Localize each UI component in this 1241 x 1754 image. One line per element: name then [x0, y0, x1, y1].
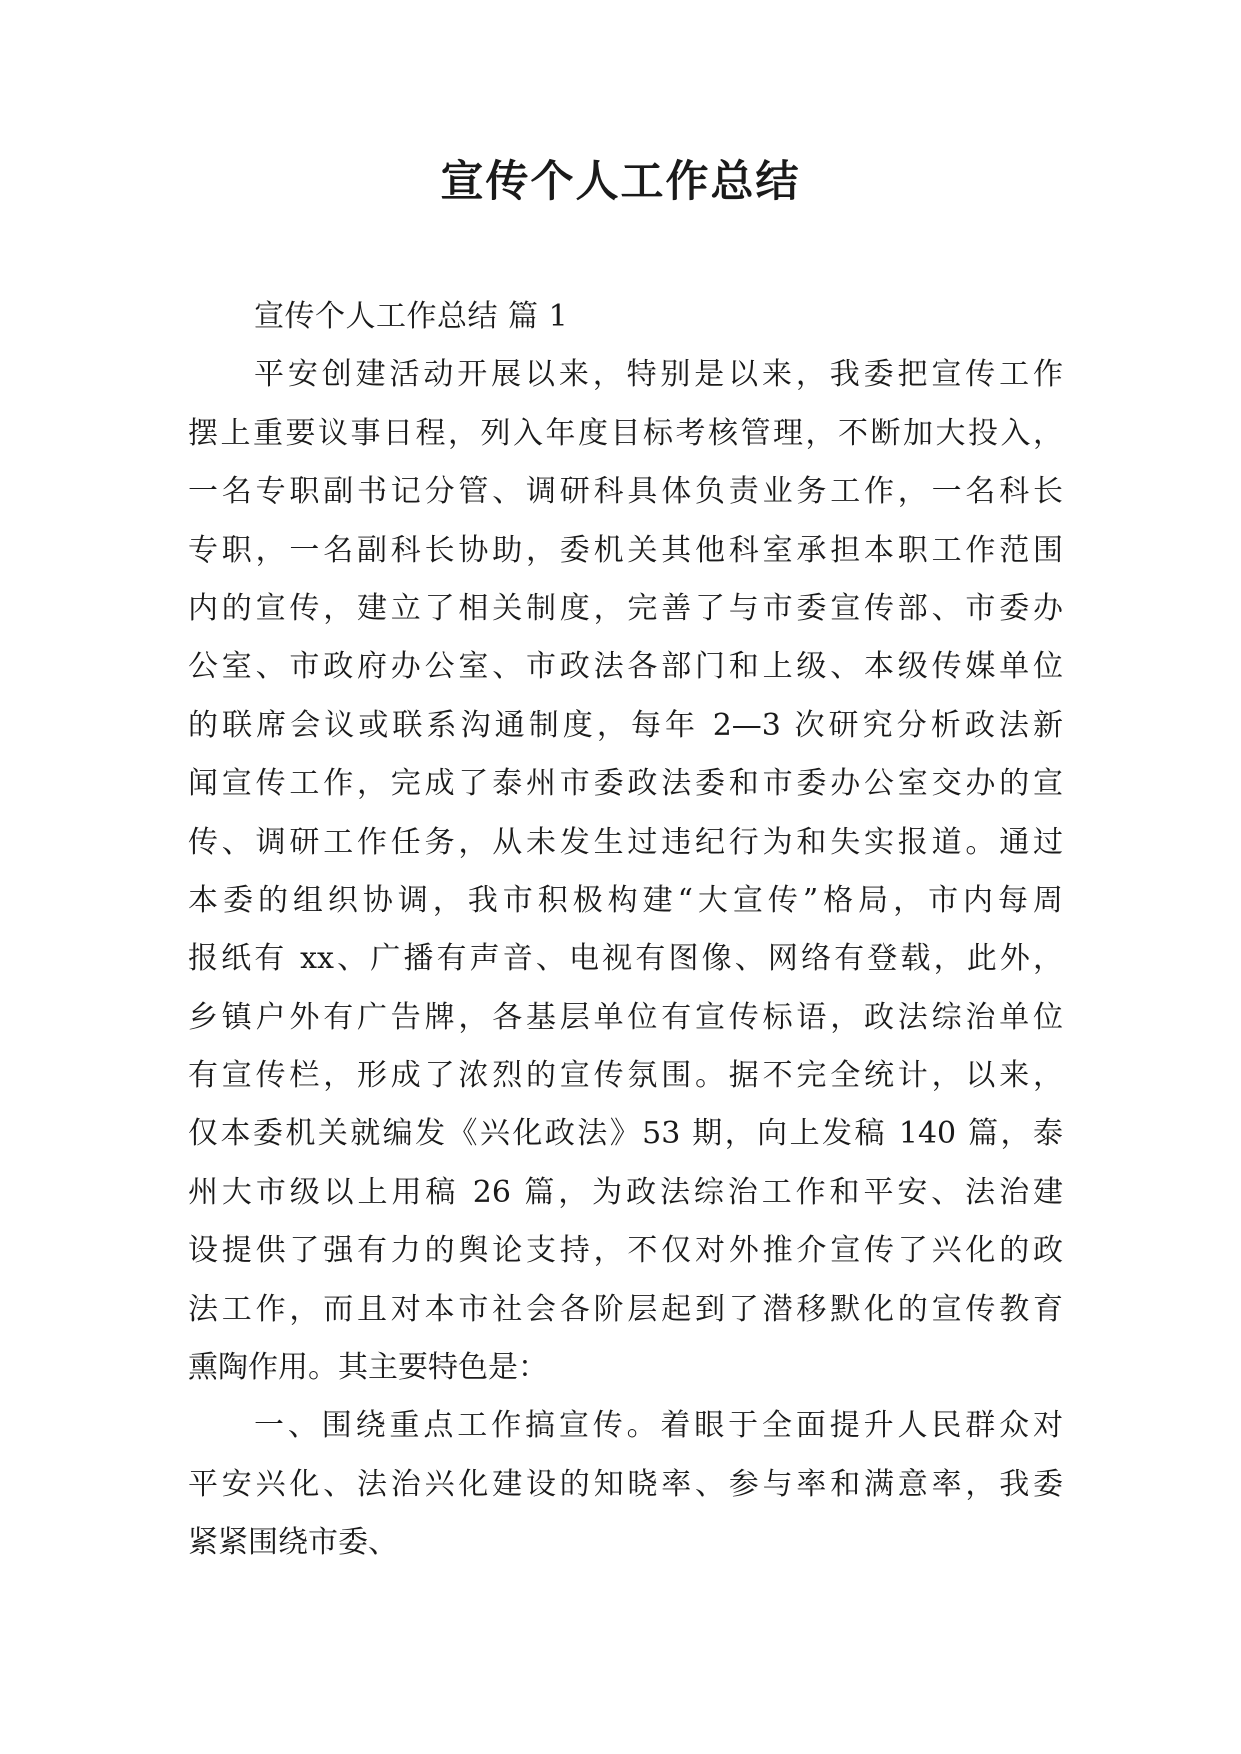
paragraph-line: 摆上重要议事日程，列入年度目标考核管理，不断加大投入，: [188, 415, 1063, 451]
paragraph-line: 报纸有 xx、广播有声音、电视有图像、网络有登载，此外，: [188, 941, 1063, 977]
paragraph-line: 州大市级以上用稿 26 篇，为政法综治工作和平安、法治建: [188, 1174, 1063, 1210]
section-heading: 宣传个人工作总结 篇 1: [254, 299, 569, 334]
paragraph-line: 本委的组织协调，我市积极构建“大宣传”格局，市内每周: [188, 882, 1063, 918]
paragraph-line: 闻宣传工作，完成了泰州市委政法委和市委办公室交办的宣: [188, 766, 1063, 802]
paragraph-line: 内的宣传，建立了相关制度，完善了与市委宣传部、市委办: [188, 590, 1063, 626]
paragraph-line: 紧紧围绕市委、: [188, 1525, 398, 1561]
paragraph-line: 一、围绕重点工作搞宣传。着眼于全面提升人民群众对: [254, 1408, 1063, 1444]
paragraph-line: 有宣传栏，形成了浓烈的宣传氛围。据不完全统计，以来，: [188, 1058, 1063, 1094]
paragraph-line: 熏陶作用。其主要特色是：: [188, 1350, 548, 1386]
paragraph-line: 传、调研工作任务，从未发生过违纪行为和失实报道。通过: [188, 824, 1063, 860]
paragraph-line: 平安兴化、法治兴化建设的知晓率、参与率和满意率，我委: [188, 1466, 1063, 1502]
paragraph-line: 公室、市政府办公室、市政法各部门和上级、本级传媒单位: [188, 649, 1063, 685]
paragraph-line: 专职，一名副科长协助，委机关其他科室承担本职工作范围: [188, 532, 1063, 568]
document-body: [188, 288, 1063, 1573]
document-title: 宣传个人工作总结: [440, 157, 801, 207]
paragraph-line: 仅本委机关就编发《兴化政法》53 期，向上发稿 140 篇，泰: [188, 1116, 1063, 1152]
paragraph-line: 一名专职副书记分管、调研科具体负责业务工作，一名科长: [188, 474, 1063, 510]
paragraph-2: [188, 1397, 1063, 1572]
paragraph-line: 设提供了强有力的舆论支持，不仅对外推介宣传了兴化的政: [188, 1233, 1063, 1269]
paragraph-line: 的联席会议或联系沟通制度，每年 2—3 次研究分析政法新: [188, 707, 1063, 743]
paragraph-1: [188, 346, 1063, 1397]
paragraph-line: 法工作，而且对本市社会各阶层起到了潜移默化的宣传教育: [188, 1291, 1063, 1327]
paragraph-line: 乡镇户外有广告牌，各基层单位有宣传标语，政法综治单位: [188, 999, 1063, 1035]
paragraph-line: 平安创建活动开展以来，特别是以来，我委把宣传工作: [254, 357, 1063, 393]
